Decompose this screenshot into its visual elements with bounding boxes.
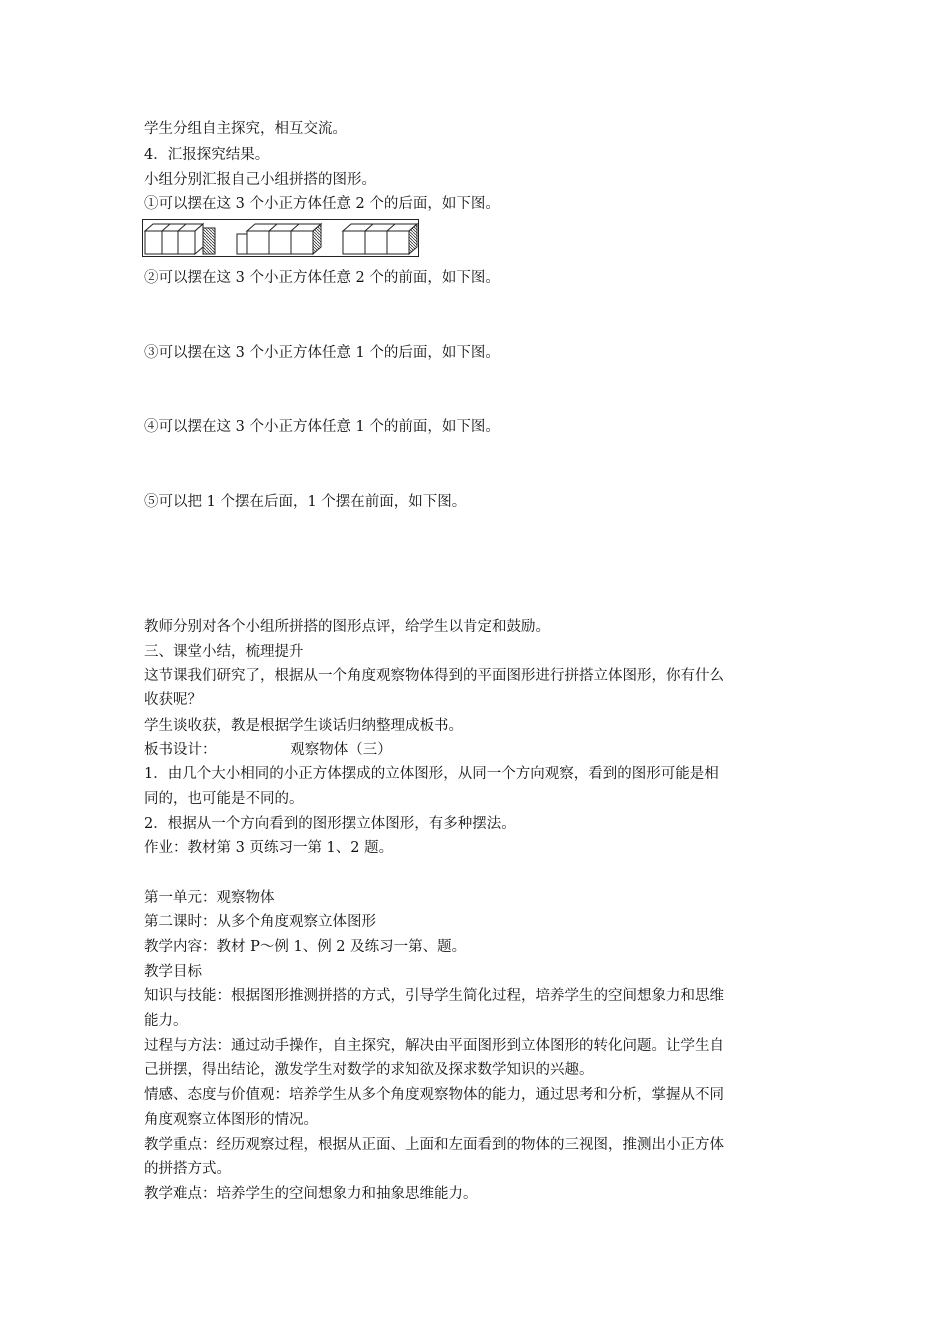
text-line-22: 教学目标 bbox=[144, 964, 202, 980]
text-line-14: 板书设计： 观察物体（三） bbox=[144, 742, 392, 758]
text-line-7: ④可以摆在这 3 个小正方体任意 1 个的前面，如下图。 bbox=[144, 419, 500, 435]
text-line-23: 知识与技能：根据图形推测拼搭的方式，引导学生简化过程，培养学生的空间想象力和思维 bbox=[144, 988, 724, 1004]
text-line-26: 己拼摆，得出结论，激发学生对数学的求知欲及探求数学知识的兴趣。 bbox=[144, 1062, 594, 1078]
text-line-15: 1．由几个大小相同的小正方体摆成的立体图形，从同一个方向观察，看到的图形可能是相 bbox=[144, 766, 719, 782]
text-line-4: ①可以摆在这 3 个小正方体任意 2 个的后面，如下图。 bbox=[144, 196, 500, 212]
text-line-24: 能力。 bbox=[144, 1013, 188, 1029]
text-line-2: 4．汇报探究结果。 bbox=[144, 147, 270, 163]
text-line-30: 的拼搭方式。 bbox=[144, 1161, 231, 1177]
text-line-1: 学生分组自主探究，相互交流。 bbox=[144, 121, 347, 137]
text-line-21: 教学内容：教材 P～例 1、例 2 及练习一第、题。 bbox=[144, 939, 467, 955]
cube-group-2 bbox=[237, 224, 321, 254]
text-line-31: 教学难点：培养学生的空间想象力和抽象思维能力。 bbox=[144, 1186, 478, 1202]
text-line-8: ⑤可以把 1 个摆在后面，1 个摆在前面，如下图。 bbox=[144, 494, 467, 510]
cube-arrangement-drawing bbox=[143, 220, 418, 256]
cube-group-1 bbox=[145, 224, 215, 254]
text-line-10: 三、课堂小结，梳理提升 bbox=[144, 644, 304, 660]
text-line-6: ③可以摆在这 3 个小正方体任意 1 个的后面，如下图。 bbox=[144, 345, 500, 361]
cube-group-3 bbox=[343, 224, 417, 254]
cube-arrangement-figure bbox=[142, 219, 419, 257]
text-line-25: 过程与方法：通过动手操作，自主探究，解决由平面图形到立体图形的转化问题。让学生自 bbox=[144, 1038, 724, 1054]
text-line-17: 2．根据从一个方向看到的图形摆立体图形，有多种摆法。 bbox=[144, 816, 516, 832]
text-line-19: 第一单元：观察物体 bbox=[144, 890, 275, 906]
text-line-12: 收获呢？ bbox=[144, 692, 202, 708]
text-line-28: 角度观察立体图形的情况。 bbox=[144, 1112, 318, 1128]
text-line-13: 学生谈收获，教是根据学生谈话归纳整理成板书。 bbox=[144, 718, 463, 734]
text-line-9: 教师分别对各个小组所拼搭的图形点评，给学生以肯定和鼓励。 bbox=[144, 619, 550, 635]
text-line-5: ②可以摆在这 3 个小正方体任意 2 个的前面，如下图。 bbox=[144, 270, 500, 286]
text-line-18: 作业：教材第 3 页练习一第 1、2 题。 bbox=[144, 840, 394, 856]
text-line-16: 同的，也可能是不同的。 bbox=[144, 791, 304, 807]
text-line-27: 情感、态度与价值观：培养学生从多个角度观察物体的能力，通过思考和分析，掌握从不同 bbox=[144, 1087, 724, 1103]
text-line-20: 第二课时：从多个角度观察立体图形 bbox=[144, 914, 376, 930]
text-line-3: 小组分别汇报自己小组拼搭的图形。 bbox=[144, 172, 376, 188]
text-line-11: 这节课我们研究了，根据从一个角度观察物体得到的平面图形进行拼搭立体图形，你有什么 bbox=[144, 668, 724, 684]
text-line-29: 教学重点：经历观察过程，根据从正面、上面和左面看到的物体的三视图，推测出小正方体 bbox=[144, 1137, 724, 1153]
